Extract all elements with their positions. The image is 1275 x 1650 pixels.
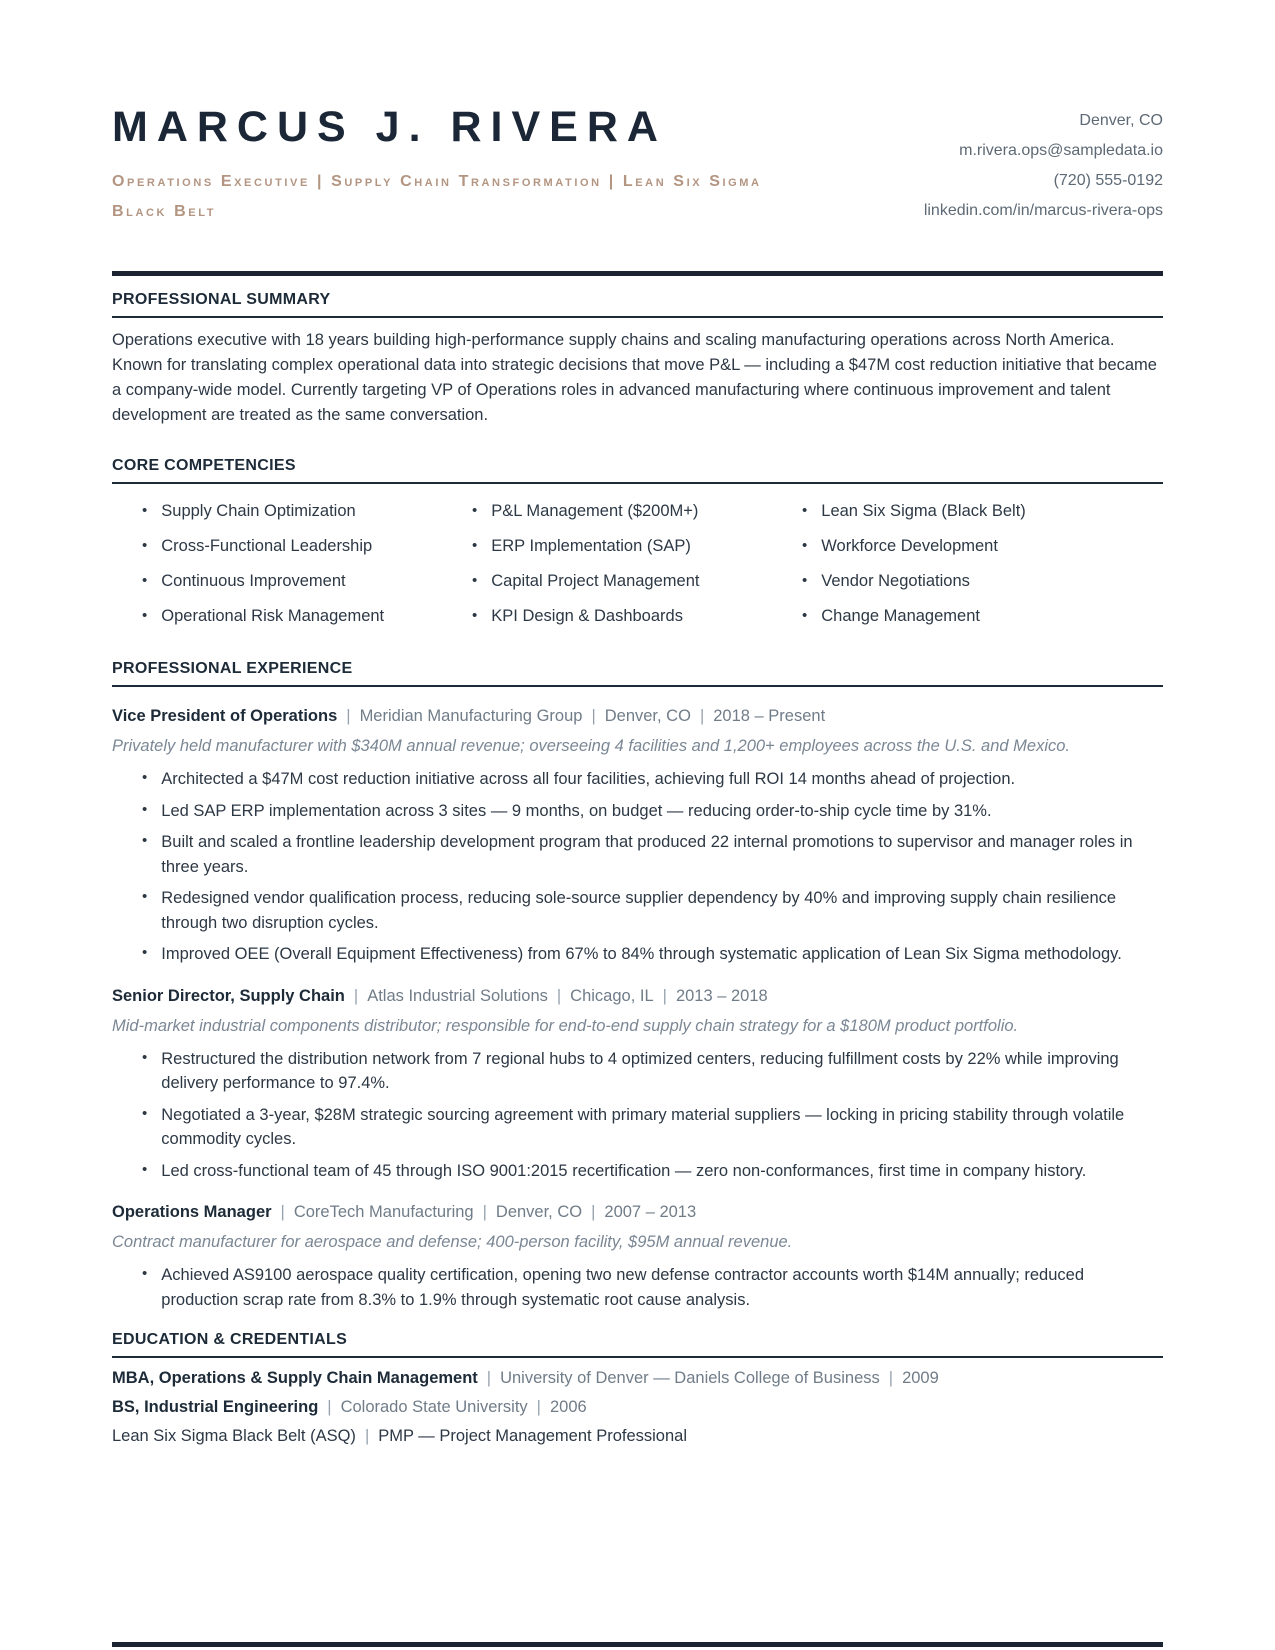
competency-item — [472, 605, 802, 627]
candidate-tagline: Operations Executive | Supply Chain Transformation | Lean Six Sigma Black Belt — [112, 173, 762, 221]
competency-label: Vendor Negotiations — [821, 572, 970, 591]
bullet-text: Architected a $47M cost reduction initiative across all four facilities, achieving full ROI 14 months ahead of projection. — [161, 770, 1016, 789]
job-entry — [112, 1200, 1163, 1312]
section-professional-summary — [112, 282, 1163, 428]
competency-item — [472, 570, 802, 592]
pipe-separator: | — [280, 1203, 285, 1222]
pipe-separator: | — [536, 1398, 541, 1417]
job-bullet — [142, 767, 1163, 792]
contact-email: m.rivera.ops@sampledata.io — [959, 142, 1163, 159]
bullet-text: Led cross-functional team of 45 through ISO 9001:2015 recertification — zero non-conformances, first time in company history. — [161, 1161, 1087, 1180]
job-bullet — [142, 1159, 1163, 1184]
competency-label: Lean Six Sigma (Black Belt) — [821, 502, 1026, 521]
header-divider-bar — [112, 271, 1163, 276]
header — [112, 104, 1163, 227]
competency-item — [802, 570, 1163, 592]
footer-divider-bar — [112, 1642, 1163, 1647]
bullet-icon: • — [142, 607, 148, 625]
school-name: University of Denver — Daniels College of Business — [500, 1369, 880, 1388]
education-entry — [112, 1395, 1163, 1420]
contact-block — [924, 106, 1163, 226]
bullet-icon: • — [142, 1160, 148, 1178]
pipe-separator: | — [364, 1427, 370, 1446]
competency-item — [472, 535, 802, 557]
job-title-line — [112, 984, 1163, 1008]
job-bullet — [142, 886, 1163, 935]
bullet-icon: • — [142, 800, 148, 818]
bullet-text: Redesigned vendor qualification process, reducing sole-source supplier dependency by 40% and improving supply chain resilience through two disruption cycles. — [161, 889, 1117, 932]
job-bullet — [142, 1103, 1163, 1152]
job-dates: 2018 – Present — [713, 707, 826, 726]
job-company: Meridian Manufacturing Group — [359, 707, 583, 726]
job-location: Chicago, IL — [570, 986, 654, 1005]
competency-label: ERP Implementation (SAP) — [491, 537, 691, 556]
bullet-icon: • — [802, 502, 808, 520]
pipe-separator: | — [556, 986, 562, 1005]
competency-label: KPI Design & Dashboards — [491, 607, 683, 626]
competency-item — [142, 535, 472, 557]
bullet-icon: • — [142, 832, 148, 850]
contact-phone: (720) 555-0192 — [1053, 172, 1163, 189]
job-company: CoreTech Manufacturing — [293, 1203, 474, 1222]
section-heading-summary: PROFESSIONAL SUMMARY — [112, 282, 1163, 318]
bullet-icon: • — [142, 1104, 148, 1122]
section-education — [112, 1322, 1163, 1449]
bullet-icon: • — [142, 1265, 148, 1283]
job-location: Denver, CO — [604, 707, 691, 726]
bullet-icon: • — [142, 502, 148, 520]
bullet-icon: • — [472, 537, 478, 555]
bullet-icon: • — [802, 607, 808, 625]
degree-name: BS, Industrial Engineering — [112, 1398, 319, 1417]
candidate-name: MARCUS J. RIVERA — [112, 103, 667, 151]
job-title: Vice President of Operations — [112, 707, 338, 726]
job-title: Operations Manager — [112, 1203, 272, 1222]
header-identity — [112, 104, 772, 227]
competency-label: Workforce Development — [821, 537, 998, 556]
graduation-year: 2009 — [902, 1369, 939, 1388]
pipe-separator: | — [591, 707, 596, 726]
bullet-icon: • — [142, 888, 148, 906]
certification-name: Lean Six Sigma Black Belt (ASQ) — [112, 1427, 356, 1446]
bullet-icon: • — [142, 1048, 148, 1066]
job-title: Senior Director, Supply Chain — [112, 986, 345, 1005]
competency-label: Cross-Functional Leadership — [161, 537, 373, 556]
bullet-icon: • — [142, 769, 148, 787]
bullet-icon: • — [802, 572, 808, 590]
contact-linkedin: linkedin.com/in/marcus-rivera-ops — [923, 202, 1163, 219]
competency-label: Continuous Improvement — [161, 572, 346, 591]
pipe-separator: | — [327, 1398, 332, 1417]
competency-label: Capital Project Management — [491, 572, 700, 591]
job-entry — [112, 984, 1163, 1184]
certification-name: PMP — Project Management Professional — [378, 1427, 687, 1446]
pipe-separator: | — [353, 986, 359, 1005]
competency-item — [142, 500, 472, 522]
bullet-icon: • — [142, 944, 148, 962]
job-bullets — [142, 767, 1163, 967]
job-entry — [112, 704, 1163, 967]
competency-item — [142, 570, 472, 592]
competency-item — [472, 500, 802, 522]
job-bullet — [142, 799, 1163, 824]
job-bullet — [142, 1047, 1163, 1096]
section-core-competencies — [112, 448, 1163, 627]
competencies-grid — [142, 500, 1163, 627]
competency-label: Supply Chain Optimization — [161, 502, 356, 521]
certifications-line — [112, 1424, 1163, 1449]
bullet-text: Negotiated a 3-year, $28M strategic sourcing agreement with primary material suppliers — locking in pricing stability through volatile commodity cycles. — [161, 1105, 1125, 1149]
graduation-year: 2006 — [549, 1398, 587, 1417]
job-description: Mid-market industrial components distributor; responsible for end-to-end supply chain strategy for a $180M product portfolio. — [112, 1016, 1019, 1035]
pipe-separator: | — [482, 1203, 487, 1222]
bullet-icon: • — [142, 572, 148, 590]
degree-name: MBA, Operations & Supply Chain Management — [112, 1369, 478, 1388]
bullet-text: Improved OEE (Overall Equipment Effectiveness) from 67% to 84% through systematic application of Lean Six Sigma methodology. — [161, 945, 1122, 964]
job-dates: 2007 – 2013 — [604, 1203, 697, 1222]
pipe-separator: | — [346, 707, 351, 726]
pipe-separator: | — [699, 707, 705, 726]
job-bullet — [142, 830, 1163, 879]
bullet-text: Restructured the distribution network from 7 regional hubs to 4 optimized centers, reducing fulfillment costs by 22% while improving delivery performance to 97.4%. — [161, 1049, 1119, 1093]
competency-item — [802, 535, 1163, 557]
competency-item — [802, 605, 1163, 627]
pipe-separator: | — [662, 986, 667, 1005]
competency-item — [142, 605, 472, 627]
summary-paragraph: Operations executive with 18 years building high-performance supply chains and scaling manufacturing operations across North America. Known for translating complex operational data into strategic decisions that move P&L — including a $47M cost reduction initiative that became a company-wide model. Currently targeting VP of Operations roles in advanced manufacturing where continuous improvement and talent development are treated as the same conversation. — [112, 331, 1157, 425]
job-company: Atlas Industrial Solutions — [367, 986, 548, 1005]
bullet-text: Led SAP ERP implementation across 3 sites — 9 months, on budget — reducing order-to-ship cycle time by 31%. — [161, 801, 992, 820]
pipe-separator: | — [888, 1369, 894, 1388]
job-bullets — [142, 1047, 1163, 1184]
competency-label: Change Management — [821, 607, 980, 626]
school-name: Colorado State University — [340, 1398, 528, 1417]
competency-item — [802, 500, 1163, 522]
section-heading-experience: PROFESSIONAL EXPERIENCE — [112, 651, 1163, 687]
job-description: Privately held manufacturer with $340M annual revenue; overseeing 4 facilities and 1,200+ employees across the U.S. and Mexico. — [112, 737, 1070, 756]
section-heading-competencies: CORE COMPETENCIES — [112, 448, 1163, 484]
competency-label: Operational Risk Management — [161, 607, 385, 626]
pipe-separator: | — [486, 1369, 492, 1388]
bullet-icon: • — [472, 502, 478, 520]
job-dates: 2013 – 2018 — [675, 986, 768, 1005]
job-title-line — [112, 1200, 1163, 1224]
bullet-icon: • — [142, 537, 148, 555]
job-title-line — [112, 704, 1163, 728]
job-location: Denver, CO — [495, 1203, 583, 1222]
bullet-icon: • — [472, 607, 478, 625]
bullet-icon: • — [802, 537, 808, 555]
competency-label: P&L Management ($200M+) — [491, 502, 699, 521]
job-bullet — [142, 1263, 1163, 1312]
bullet-icon: • — [472, 572, 478, 590]
pipe-separator: | — [591, 1203, 596, 1222]
section-professional-experience — [112, 651, 1163, 1312]
job-bullets — [142, 1263, 1163, 1312]
education-entry — [112, 1366, 1163, 1391]
job-description: Contract manufacturer for aerospace and defense; 400-person facility, $95M annual revenue. — [112, 1233, 793, 1252]
section-heading-education: EDUCATION & CREDENTIALS — [112, 1322, 1163, 1358]
bullet-text: Built and scaled a frontline leadership development program that produced 22 internal promotions to supervisor and manager roles in three years. — [161, 833, 1133, 876]
contact-location: Denver, CO — [1079, 112, 1163, 129]
job-bullet — [142, 942, 1163, 967]
bullet-text: Achieved AS9100 aerospace quality certification, opening two new defense contractor accounts worth $14M annually; reduced production scrap rate from 8.3% to 1.9% through systematic root cause analysis. — [161, 1266, 1085, 1309]
